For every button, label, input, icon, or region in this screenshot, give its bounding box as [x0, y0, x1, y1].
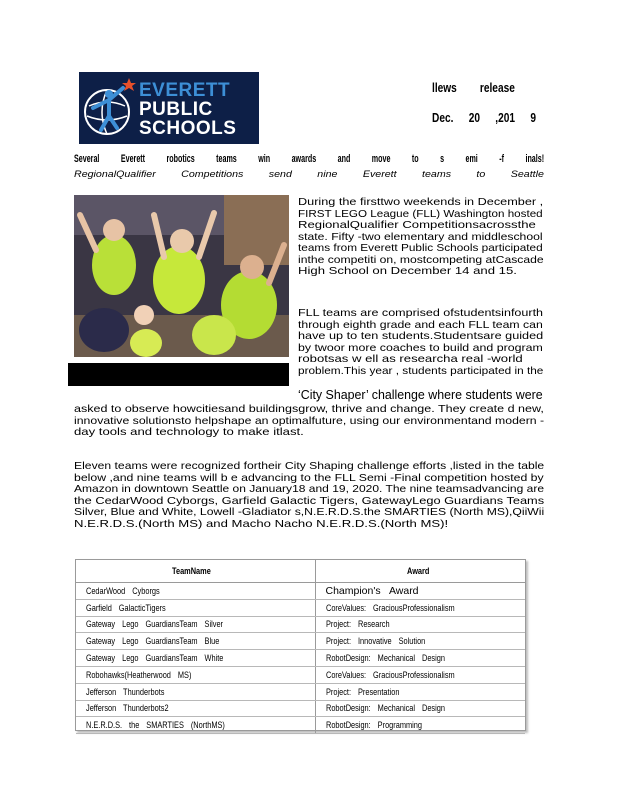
text-line: innovative solutionsto helpshape an optimalfuture, using our environmentand modern - [74, 414, 545, 427]
team-cell: CedarWood Cyborgs [76, 583, 315, 600]
logo-text-schools: SCHOOLS [139, 118, 237, 139]
text-line: state. Fifty -two elementary and middleschool [298, 230, 543, 243]
table-row [76, 633, 525, 650]
city-shaper-line: ‘City Shaper’ challenge where students were [298, 388, 543, 402]
award-cell: Champion's Award [315, 583, 525, 600]
text-line: problem.This year , students participated in the [298, 364, 544, 377]
table-row [76, 683, 525, 700]
award-cell: RobotDesign: Mechanical Design [315, 700, 525, 717]
text-line: asked to observe howcitiesand buildingsgrow, thrive and change. They create d new, [74, 403, 544, 415]
text-line: RegionalQualifier Competitionsacrossthe [298, 219, 536, 231]
logo-text-public: PUBLIC [139, 99, 213, 120]
team-cell: Gateway Lego GuardiansTeam Silver [76, 616, 315, 633]
subheadline: RegionalQualifier Competitions send nine Everett teams to Seattle [74, 169, 544, 180]
photo-caption-bar [68, 363, 289, 386]
team-cell: N.E.R.D.S. the SMARTIES (NorthMS) [76, 717, 315, 734]
table-row [76, 599, 525, 616]
text-line: robotsas w ell as researcha real -world [298, 353, 523, 365]
release-date: Dec. 20 ,201 9 [432, 110, 536, 125]
text-line: Eleven teams were recognized fortheir City Shaping challenge efforts ,listed in the table [74, 460, 545, 472]
text-line: N.E.R.D.S.(North MS) and Macho Nacho N.E.R.D.S.(North MS)! [74, 517, 449, 530]
paragraph-fll-teams [298, 308, 543, 377]
team-cell: Garfield GalacticTigers [76, 599, 315, 616]
award-cell: Project: Research [315, 616, 525, 633]
paragraph-recognized-teams [74, 461, 544, 530]
award-cell: Project: Presentation [315, 683, 525, 700]
table-row [76, 583, 525, 600]
team-cell: Gateway Lego GuardiansTeam White [76, 650, 315, 667]
logo-globe-icon [79, 72, 139, 144]
headline: Several Everett robotics teams win awards and move to s emi -f inals! [74, 153, 545, 165]
text-line: Silver, Blue and White, Lowell -Gladiator s,N.E.R.D.S.the SMARTIES (North MS),QiiWii [74, 506, 545, 518]
column-header-award: Award [315, 560, 525, 583]
table-header-row [76, 560, 525, 583]
text-line: below ,and nine teams will b e advancing to the FLL Semi -Final competition hosted by [74, 471, 544, 484]
award-cell: RobotDesign: Programming [315, 717, 525, 734]
text-line: FIRST LEGO League (FLL) Washington hosted [298, 207, 543, 220]
text-line: FLL teams are comprised ofstudentsinfourth [298, 307, 544, 319]
column-header-team: TeamName [76, 560, 315, 583]
text-line: the CedarWood Cyborgs, Garfield Galactic Tigers, GatewayLego Guardians Teams [74, 494, 545, 507]
table-row [76, 700, 525, 717]
text-line: have up to ten students.Studentsare guided [298, 330, 544, 342]
text-line: Amazon in downtown Seattle on January18 and 19, 2020. The nine teamsadvancing are [74, 483, 545, 495]
award-cell: CoreValues: GraciousProfessionalism [315, 666, 525, 683]
paragraph-intro [298, 197, 543, 278]
award-cell: CoreValues: GraciousProfessionalism [315, 599, 525, 616]
table-row [76, 650, 525, 667]
students-celebrating-photo [74, 195, 289, 357]
team-cell: Robohawks(Heatherwood MS) [76, 666, 315, 683]
team-cell: Gateway Lego GuardiansTeam Blue [76, 633, 315, 650]
team-cell: Jefferson Thunderbots [76, 683, 315, 700]
awards-table [75, 559, 526, 731]
text-line: day tools and technology to make itlast. [74, 426, 304, 438]
award-cell: Project: Innovative Solution [315, 633, 525, 650]
table-row [76, 717, 525, 734]
text-line: by twoor more coaches to build and program [298, 341, 543, 354]
everett-public-schools-logo [79, 72, 259, 144]
award-cell: RobotDesign: Mechanical Design [315, 650, 525, 667]
text-line: High School on December 14 and 15. [298, 265, 517, 277]
text-line: teams from Everett Public Schools participated [298, 242, 543, 254]
text-line: During the firsttwo weekends in December , [298, 196, 544, 208]
table-row [76, 616, 525, 633]
logo-text-everett: EVERETT [139, 80, 231, 101]
text-line: inthe competiti on, mostcompeting atCascade [298, 253, 544, 266]
table-row [76, 666, 525, 683]
news-release-label: llews release [432, 80, 515, 95]
team-cell: Jefferson Thunderbots2 [76, 700, 315, 717]
paragraph-fll-teams-continued [74, 404, 544, 439]
text-line: through eighth grade and each FLL team can [298, 318, 543, 331]
